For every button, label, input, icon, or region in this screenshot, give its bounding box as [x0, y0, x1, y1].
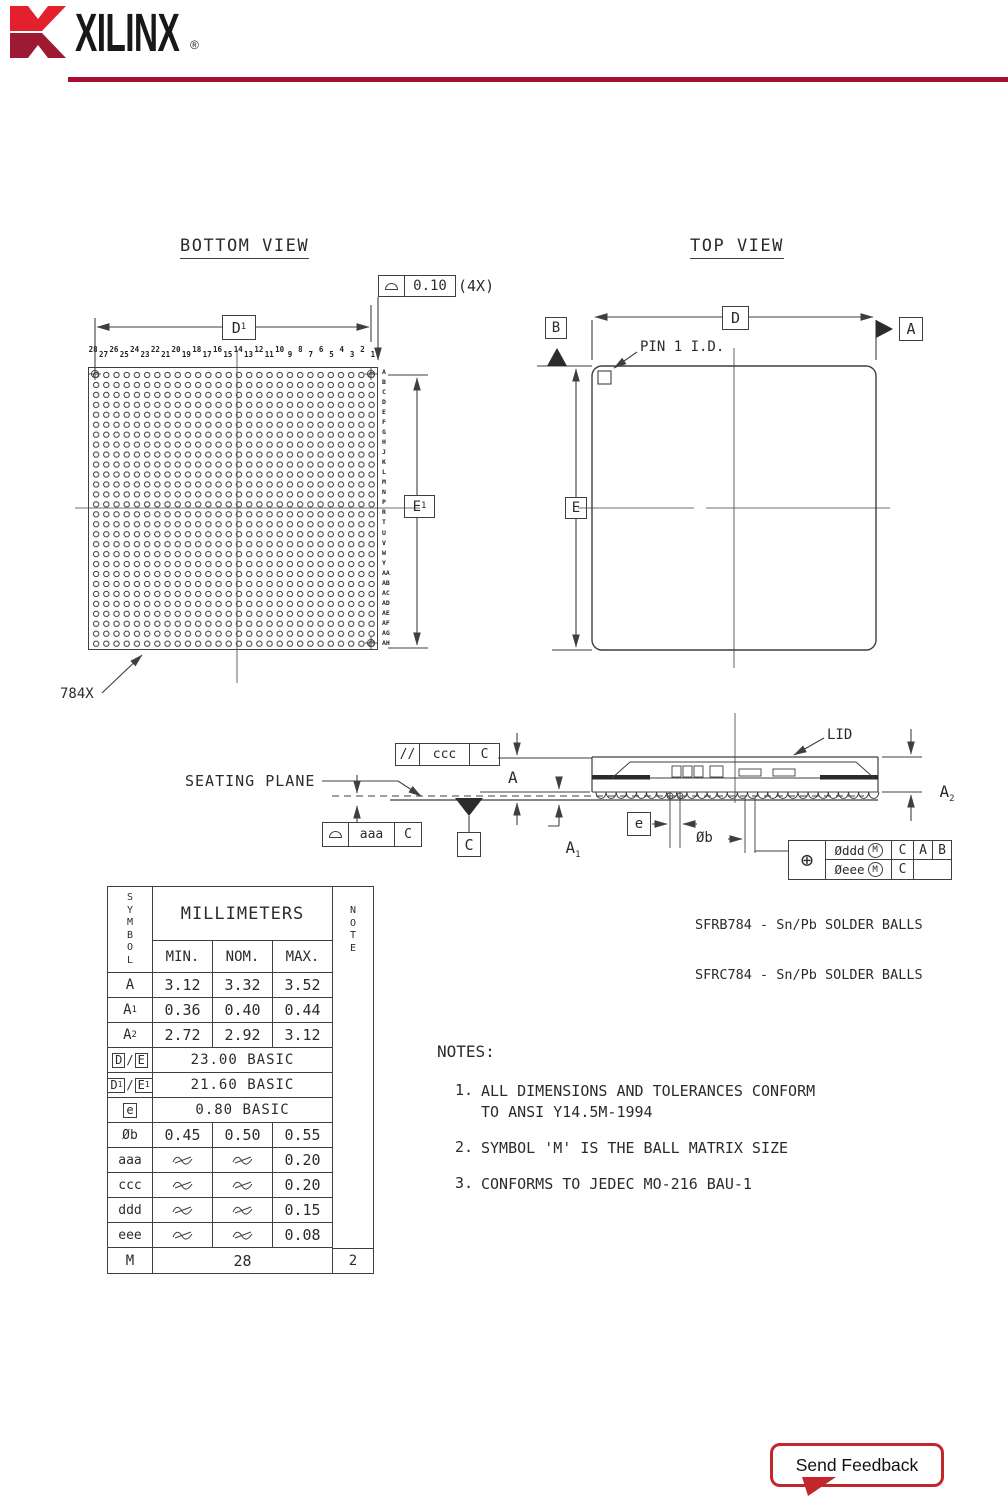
list-item: N	[349, 905, 357, 916]
basic-value: 0.80 BASIC	[153, 1098, 333, 1123]
sym-ball-dia: Øb	[108, 1123, 153, 1148]
list-item: 23	[140, 350, 150, 359]
list-item: F	[382, 418, 386, 427]
list-item: 9	[287, 350, 293, 359]
na-cell	[213, 1223, 273, 1248]
list-item: 11	[264, 350, 274, 359]
column-numbers	[88, 345, 378, 364]
position-tolerance-2	[826, 860, 892, 879]
note-cell	[333, 998, 373, 1023]
datum-a-box	[899, 317, 923, 341]
send-feedback-button[interactable]	[770, 1443, 944, 1487]
seating-flatness-datum: C	[404, 827, 412, 842]
lid-label: LID	[827, 727, 853, 743]
sym-d-e	[108, 1048, 153, 1073]
list-item: 6	[318, 345, 324, 354]
note-item-3	[455, 1174, 752, 1195]
seating-flatness-frame	[322, 822, 422, 847]
note-text	[481, 1081, 815, 1123]
not-applicable-squiggle-icon	[171, 1154, 195, 1166]
note-item-2	[455, 1138, 788, 1159]
na-cell	[153, 1148, 213, 1173]
list-item: H	[382, 438, 386, 447]
na-cell	[153, 1173, 213, 1198]
dim-a2-label	[901, 763, 955, 823]
list-item: J	[382, 448, 386, 457]
list-item: 7	[308, 350, 313, 359]
sym-sub: 1	[144, 1080, 150, 1089]
symbol-header	[108, 887, 153, 973]
top-view-lines	[537, 317, 893, 668]
list-item: 25	[119, 350, 129, 359]
list-item: AA	[382, 568, 390, 577]
val: 0.50	[213, 1123, 273, 1148]
sym-a1	[108, 998, 153, 1023]
ball-count-label: 784X	[60, 686, 94, 702]
sym-base: A	[123, 1002, 132, 1018]
val: 3.52	[273, 973, 333, 998]
list-item: 26	[109, 345, 119, 354]
dim-d-label: D	[730, 309, 741, 327]
millimeters-header: MILLIMETERS	[153, 887, 333, 941]
min-header: MIN.	[153, 941, 213, 973]
pitch-e-label: e	[634, 816, 644, 832]
list-item: T	[382, 518, 386, 527]
list-item: AF	[382, 618, 390, 627]
val: 0.44	[273, 998, 333, 1023]
list-item: Y	[382, 558, 386, 567]
max-header: MAX.	[273, 941, 333, 973]
sym-m: M	[108, 1248, 153, 1273]
val: 0.20	[273, 1148, 333, 1173]
list-item: E	[382, 408, 386, 417]
dimension-table	[107, 886, 374, 1274]
pos-datum-c2: C	[892, 860, 914, 879]
list-item: G	[382, 428, 386, 437]
list-item: L	[382, 468, 386, 477]
sym-base: E	[137, 1077, 145, 1092]
dim-e1-box	[404, 495, 435, 518]
val: 0.55	[273, 1123, 333, 1148]
xilinx-logo-icon	[8, 4, 68, 60]
sym-a: A	[108, 973, 153, 998]
val: 3.12	[153, 973, 213, 998]
ball-diameter-label: Øb	[696, 830, 713, 846]
solder-ball-legend	[695, 884, 923, 1016]
val: 3.12	[273, 1023, 333, 1048]
nom-header: NOM.	[213, 941, 273, 973]
sym-d-boxed: D	[112, 1053, 125, 1068]
datum-b-label: B	[551, 320, 561, 336]
list-item: 21	[161, 350, 171, 359]
solder-line-2: SFRC784 - Sn/Pb SOLDER BALLS	[695, 966, 923, 983]
list-item: M	[382, 478, 386, 487]
list-item: O	[126, 942, 134, 953]
row-letters	[382, 368, 400, 649]
note-cell	[333, 1173, 373, 1198]
seating-flatness-tolerance: aaa	[349, 823, 395, 846]
sym-base: D	[110, 1077, 118, 1092]
datum-a-triangle	[876, 320, 893, 338]
sym-e1-boxed	[135, 1078, 153, 1093]
not-applicable-squiggle-icon	[171, 1204, 195, 1216]
note-cell	[333, 973, 373, 998]
sym-base: A	[123, 1027, 132, 1043]
pos-tol-1-text: Øddd	[834, 842, 865, 858]
position-tolerance-1	[826, 841, 892, 859]
list-item: P	[382, 498, 386, 507]
pos-datum-b: B	[938, 842, 946, 858]
note-cell	[333, 1148, 373, 1173]
pos-tol-2-text: Øeee	[834, 862, 865, 878]
list-item: AB	[382, 578, 390, 587]
pin1-id-label: PIN 1 I.D.	[640, 339, 725, 355]
list-item: 13	[244, 350, 254, 359]
note-cell	[333, 1198, 373, 1223]
dim-d1-label: D	[231, 318, 241, 337]
sym-ccc: ccc	[108, 1173, 153, 1198]
sym-aaa: aaa	[108, 1148, 153, 1173]
basic-value: 23.00 BASIC	[153, 1048, 333, 1073]
list-item: 12	[254, 345, 264, 354]
list-item: M	[126, 917, 134, 928]
list-item: 24	[130, 345, 140, 354]
notes-title: NOTES:	[437, 1042, 495, 1061]
mmc-modifier-icon: M	[868, 843, 883, 858]
list-item: L	[126, 954, 134, 966]
na-cell	[153, 1198, 213, 1223]
dim-d1-sub: 1	[240, 322, 247, 332]
list-item: 27	[99, 350, 109, 359]
sym-sub: 1	[117, 1080, 123, 1089]
flatness-callout-qty: (4X)	[458, 277, 495, 295]
na-cell	[213, 1148, 273, 1173]
list-item: T	[349, 930, 357, 941]
brand-name: XILINX	[75, 3, 180, 63]
position-tolerance-frame	[788, 840, 952, 880]
val: 0.40	[213, 998, 273, 1023]
list-item: AH	[382, 638, 390, 647]
dim-a2-sub: 2	[949, 794, 955, 805]
sym-sep: /	[126, 1078, 134, 1092]
val: 2.72	[153, 1023, 213, 1048]
ball-array	[91, 370, 375, 647]
ball-grid	[88, 367, 378, 650]
list-item: 20	[171, 345, 181, 354]
list-item: Y	[126, 904, 134, 916]
datum-c-triangle	[455, 798, 483, 816]
sym-ddd: ddd	[108, 1198, 153, 1223]
list-item: AG	[382, 628, 390, 637]
list-item: V	[382, 538, 386, 547]
sym-a2	[108, 1023, 153, 1048]
dim-e-label: E	[571, 500, 581, 516]
list-item: 10	[275, 345, 285, 354]
sym-sep: /	[126, 1053, 134, 1067]
flatness-callout-frame	[378, 275, 456, 297]
dim-a-label: A	[508, 768, 518, 787]
pos-datum-a: A	[914, 841, 933, 859]
send-feedback-label: Send Feedback	[795, 1454, 919, 1475]
list-item: 18	[192, 345, 202, 354]
datum-a-label: A	[906, 320, 916, 338]
note-line: ALL DIMENSIONS AND TOLERANCES CONFORM	[481, 1082, 816, 1100]
dim-d-box	[722, 306, 749, 330]
val: 0.45	[153, 1123, 213, 1148]
note-number: 1.	[455, 1081, 474, 1099]
datum-b-triangle	[547, 348, 567, 366]
not-applicable-squiggle-icon	[231, 1154, 255, 1166]
val: 0.36	[153, 998, 213, 1023]
list-item: A	[382, 368, 386, 376]
top-view-title: TOP VIEW	[690, 236, 784, 259]
note-number: 3.	[455, 1174, 474, 1192]
list-item: W	[382, 548, 386, 557]
dim-a1-base: A	[565, 838, 576, 857]
note-cell	[333, 1223, 373, 1248]
sym-sub: 2	[131, 1029, 137, 1040]
na-cell	[213, 1173, 273, 1198]
list-item: B	[126, 929, 134, 941]
not-applicable-squiggle-icon	[231, 1229, 255, 1241]
list-item: K	[382, 458, 386, 467]
list-item: 2	[360, 345, 365, 354]
basic-value: 21.60 BASIC	[153, 1073, 333, 1098]
dim-a1-sub: 1	[575, 850, 581, 861]
dim-a1-label	[527, 819, 581, 879]
val: 2.92	[213, 1023, 273, 1048]
list-item: O	[349, 917, 357, 929]
not-applicable-squiggle-icon	[231, 1204, 255, 1216]
list-item: 8	[298, 345, 303, 354]
flatness-callout-value: 0.10	[413, 278, 447, 294]
sym-sub: 1	[131, 1004, 137, 1015]
profile-symbol-icon	[323, 823, 349, 846]
dim-a2-base: A	[939, 782, 950, 801]
list-item: 14	[233, 345, 243, 354]
list-item: E	[349, 942, 357, 954]
list-item: 17	[202, 350, 212, 359]
dim-e1-label: E	[412, 498, 421, 515]
sym-e-pitch	[108, 1098, 153, 1123]
note-cell	[333, 1098, 373, 1123]
datum-c-box	[457, 832, 481, 857]
sym-e-boxed: e	[123, 1103, 136, 1118]
not-applicable-squiggle-icon	[171, 1229, 195, 1241]
header-rule	[68, 77, 1008, 82]
list-item: 3	[349, 350, 355, 359]
dim-e1-sub: 1	[421, 501, 427, 511]
list-item: S	[126, 892, 134, 903]
val: 0.20	[273, 1173, 333, 1198]
parallelism-tolerance: ccc	[420, 744, 470, 765]
list-item: 22	[150, 345, 160, 354]
val: 0.15	[273, 1198, 333, 1223]
parallelism-frame	[395, 743, 500, 766]
pos-datum-c: C	[892, 841, 914, 859]
list-item: 15	[223, 350, 233, 359]
list-item: B	[382, 378, 386, 387]
note-cell	[333, 1073, 373, 1098]
list-item: AD	[382, 598, 390, 607]
val: 0.08	[273, 1223, 333, 1248]
note-text: CONFORMS TO JEDEC MO-216 BAU-1	[481, 1175, 752, 1193]
profile-symbol-icon	[379, 276, 405, 296]
note-item-1	[455, 1081, 815, 1123]
note-cell	[333, 1048, 373, 1073]
list-item: 5	[329, 350, 334, 359]
sym-d1-e1	[108, 1073, 153, 1098]
sym-d1-boxed	[107, 1078, 125, 1093]
parallelism-datum: C	[480, 747, 489, 762]
note-header	[333, 887, 373, 973]
list-item: R	[382, 508, 386, 517]
sym-eee: eee	[108, 1223, 153, 1248]
na-cell	[213, 1198, 273, 1223]
list-item: 1	[370, 350, 376, 359]
xilinx-logo	[8, 4, 268, 64]
dim-e-box	[565, 497, 587, 519]
not-applicable-squiggle-icon	[171, 1179, 195, 1191]
solder-line-1: SFRB784 - Sn/Pb SOLDER BALLS	[695, 917, 923, 933]
note-text: SYMBOL 'M' IS THE BALL MATRIX SIZE	[481, 1139, 789, 1157]
list-item: N	[382, 488, 386, 497]
note-cell	[333, 1123, 373, 1148]
datum-b-box	[545, 317, 567, 339]
bottom-view-title: BOTTOM VIEW	[180, 236, 309, 259]
datum-c-label: C	[464, 835, 474, 854]
na-cell	[153, 1223, 213, 1248]
registered-mark: ®	[190, 38, 199, 52]
matrix-size: 28	[153, 1248, 333, 1273]
list-item: D	[382, 398, 386, 407]
list-item: U	[382, 528, 386, 537]
pitch-e-box	[627, 812, 651, 836]
list-item: 19	[181, 350, 191, 359]
list-item: 28	[88, 345, 98, 354]
seating-plane-label: SEATING PLANE	[185, 772, 316, 790]
position-symbol-icon: ⊕	[789, 841, 826, 879]
parallelism-symbol: //	[396, 744, 420, 765]
list-item: AC	[382, 588, 390, 597]
note-ref: 2	[333, 1248, 373, 1273]
list-item: 4	[339, 345, 345, 354]
note-cell	[333, 1023, 373, 1048]
note-number: 2.	[455, 1138, 474, 1156]
not-applicable-squiggle-icon	[231, 1179, 255, 1191]
dim-d1-box	[222, 315, 256, 340]
sym-e-boxed: E	[135, 1053, 148, 1068]
note-line: TO ANSI Y14.5M-1994	[481, 1103, 653, 1121]
list-item: AE	[382, 608, 390, 617]
val: 3.32	[213, 973, 273, 998]
list-item: C	[382, 388, 386, 397]
mmc-modifier-icon: M	[868, 862, 883, 877]
list-item: 16	[212, 345, 222, 354]
